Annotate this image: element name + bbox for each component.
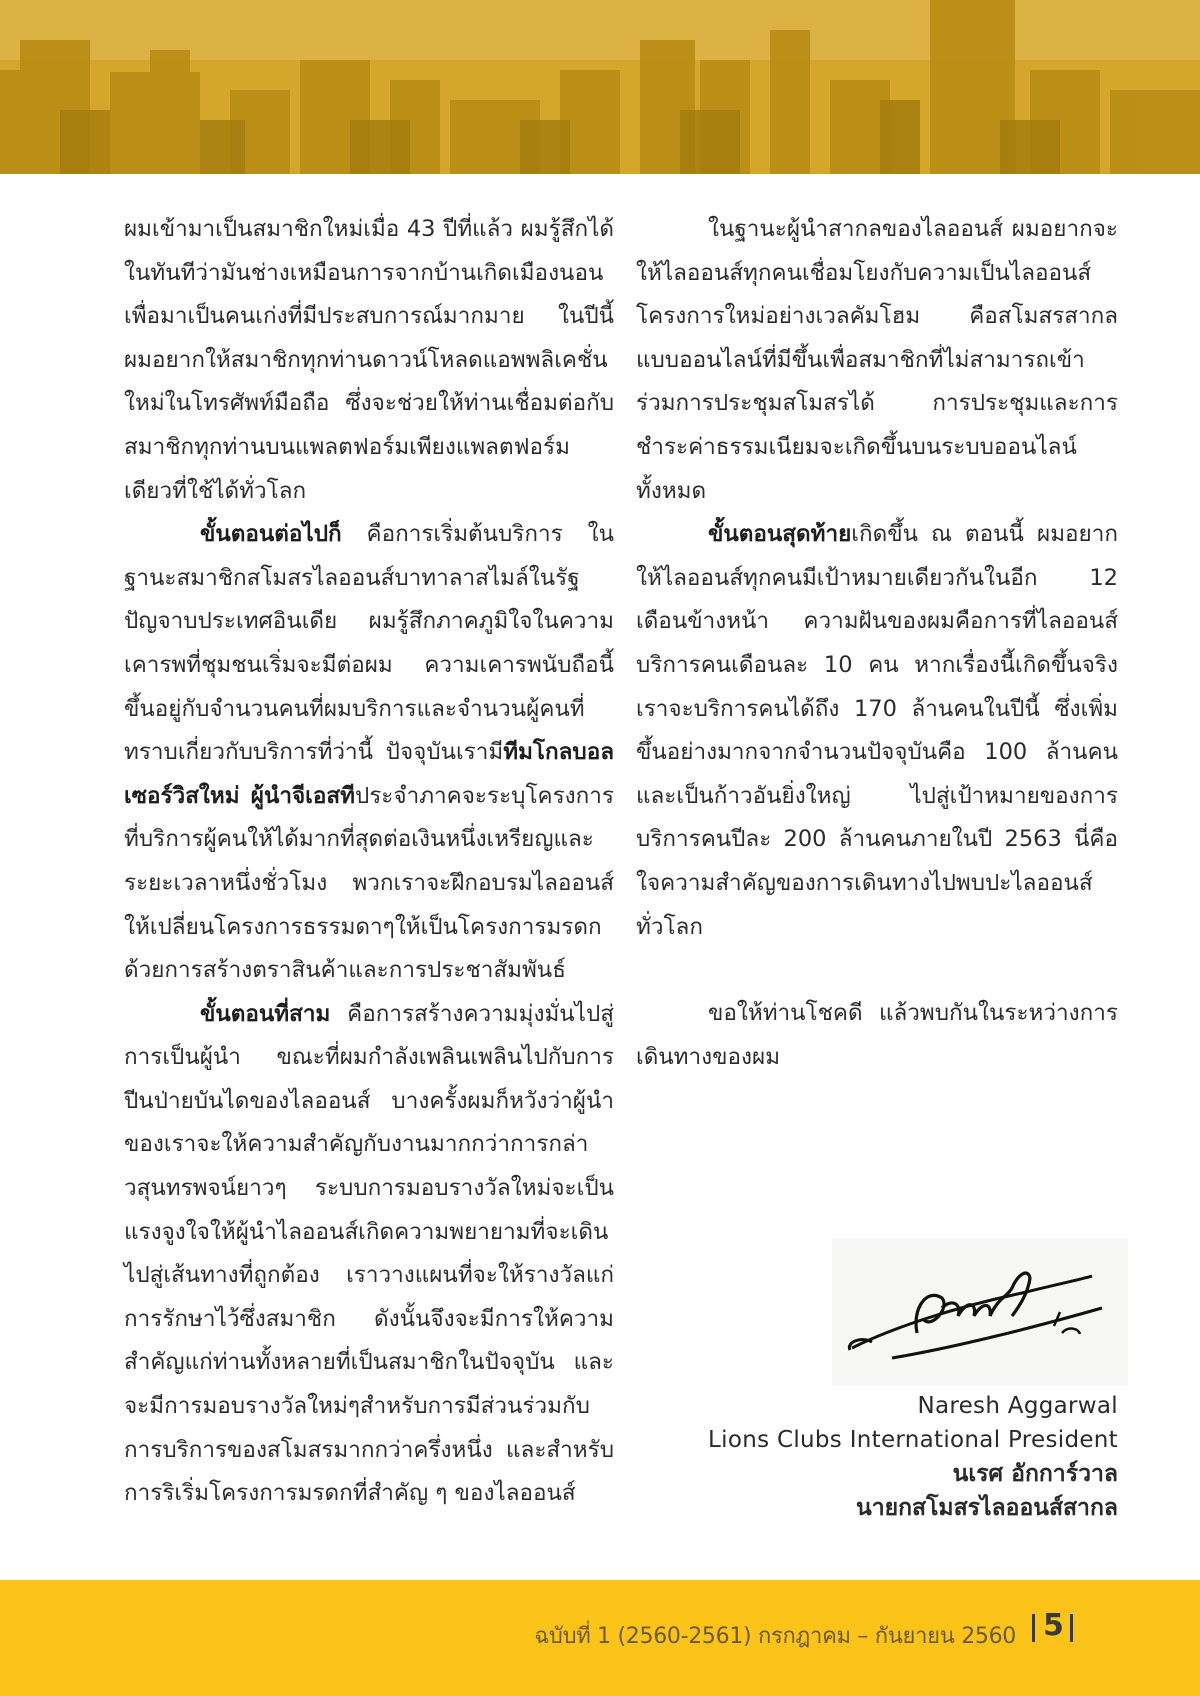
closing-paragraph: ขอให้ท่านโชคดี แล้วพบกันในระหว่างการเดินทางของผม (636, 1000, 1118, 1070)
president-name-en: Naresh Aggarwal (917, 1393, 1118, 1419)
step-heading: ขั้นตอนสุดท้าย (708, 521, 852, 548)
article-right-column (636, 208, 1118, 1079)
signature-image (832, 1238, 1128, 1386)
header-banner-image (0, 0, 1200, 174)
divider (1070, 1614, 1073, 1642)
president-title-en: Lions Clubs International President (708, 1427, 1118, 1453)
footer-bar (0, 1580, 1200, 1696)
bold-phrase: ทีมโกลบอลเซอร์วิสใหม่ ผู้นำจีเอสที (124, 739, 614, 809)
paragraph-text: คือการสร้างความมุ่งมั่นไปสู่การเป็นผู้นำ ขณะที่ผมกำลังเพลินเพลินไปกับการปีนป่ายบันไดของไลออนส์ บางครั้งผมก็หวังว่าผู้นำของเราจะให้ความสำคัญกับงานมากกว่าการกล่าวสุนทรพจน์ยาวๆ ระบบการมอบรางวัลใหม่จะเป็นแรงจูงใจให้ผู้นำไลออนส์เกิดความพยายามที่จะเดินไปสู่เส้นทางที่ถูกต้อง เราวางแผนที่จะให้รางวัลแก่การรักษาไว้ซึ่งสมาชิก ดังนั้นจึงจะมีการให้ความสำคัญแก่ท่านทั้งหลายที่เป็นสมาชิกในปัจจุบัน และจะมีการมอบรางวัลใหม่ๆสำหรับการมีส่วนร่วมกับการบริการของสโมสรมากกว่าครึ่งหนึ่ง และสำหรับการริเริ่มโครงการมรดกที่สำคัญ ๆ ของไลออนส์ (124, 1000, 614, 1507)
signature-caption (708, 1389, 1118, 1525)
president-title-th: นายกสโมสรไลออนส์สากล (855, 1495, 1118, 1521)
paragraph (124, 513, 614, 993)
divider (1032, 1614, 1035, 1642)
paragraph-text: เกิดขึ้น ณ ตอนนี้ ผมอยากให้ไลออนส์ทุกคนมีเป้าหมายเดียวกันในอีก 12 เดือนข้างหน้า ความฝันของผมคือการที่ไลออนส์บริการคนเดือนละ 10 คน หากเรื่องนี้เกิดขึ้นจริง เราจะบริการคนได้ถึง 170 ล้านคนในปีนี้ ซึ่งเพิ่มขึ้นอย่างมากจากจำนวนปัจจุบันคือ 100 ล้านคน และเป็นก้าวอันยิ่งใหญ่ ไปสู่เป้าหมายของการบริการคนปีละ 200 ล้านคนภายในปี 2563 นี่คือใจความสำคัญของการเดินทางไปพบปะไลออนส์ทั่วโลก (636, 521, 1118, 940)
step-heading: ขั้นตอนที่สาม (200, 1000, 331, 1027)
paragraph (124, 993, 614, 1516)
issue-info: ฉบับที่ 1 (2560-2561) กรกฎาคม – กันยายน 2560 (534, 1624, 1016, 1649)
president-name-th: นเรศ อักการ์วาล (952, 1461, 1118, 1487)
paragraph: ผมเข้ามาเป็นสมาชิกใหม่เมื่อ 43 ปีที่แล้ว ผมรู้สึกได้ในทันทีว่ามันช่างเหมือนการจากบ้านเกิดเมืองนอนเพื่อมาเป็นคนเก่งที่มีประสบการณ์มากมาย ในปีนี้ผมอยากให้สมาชิกทุกท่านดาวน์โหลดแอพพลิเคชั่นใหม่ในโทรศัพท์มือถือ ซึ่งจะช่วยให้ท่านเชื่อมต่อกับสมาชิกทุกท่านบนแพลตฟอร์มเพียงแพลตฟอร์มเดียวที่ใช้ได้ทั่วโลก (124, 216, 614, 504)
paragraph-text: ประจำภาคจะระบุโครงการที่บริการผู้คนให้ได้มากที่สุดต่อเงินหนึ่งเหรียญและระยะเวลาหนึ่งชั่วโมง พวกเราจะฝึกอบรมไลออนส์ให้เปลี่ยนโครงการธรรมดาๆให้เป็นโครงการมรดกด้วยการสร้างตราสินค้าและการประชาสัมพันธ์ (124, 782, 614, 984)
step-heading: ขั้นตอนต่อไปก็ (200, 521, 342, 548)
article-left-column (124, 208, 614, 1516)
paragraph: ในฐานะผู้นำสากลของไลออนส์ ผมอยากจะให้ไลออนส์ทุกคนเชื่อมโยงกับความเป็นไลออนส์ โครงการใหม่อย่างเวลคัมโฮม คือสโมสรสากลแบบออนไลน์ที่มีขึ้นเพื่อสมาชิกที่ไม่สามารถเข้าร่วมการประชุมสโมสรได้ การประชุมและการชำระค่าธรรมเนียมจะเกิดขึ้นบนระบบออนไลน์ทั้งหมด (636, 216, 1118, 504)
paragraph (636, 513, 1118, 949)
city-skyline-icon (0, 0, 1200, 174)
paragraph-text: คือการเริ่มต้นบริการ ในฐานะสมาชิกสโมสรไลออนส์บาทาลาสไมล์ในรัฐปัญจาบประเทศอินเดีย ผมรู้สึกภาคภูมิใจในความเคารพที่ชุมชนเริ่มจะมีต่อผม ความเคารพนับถือนี้ขึ้นอยู่กับจำนวนคนที่ผมบริการและจำนวนผู้คนที่ทราบเกี่ยวกับบริการที่ว่านี้ ปัจจุบันเรามี (124, 521, 614, 766)
page-number: 5 (1043, 1608, 1064, 1643)
